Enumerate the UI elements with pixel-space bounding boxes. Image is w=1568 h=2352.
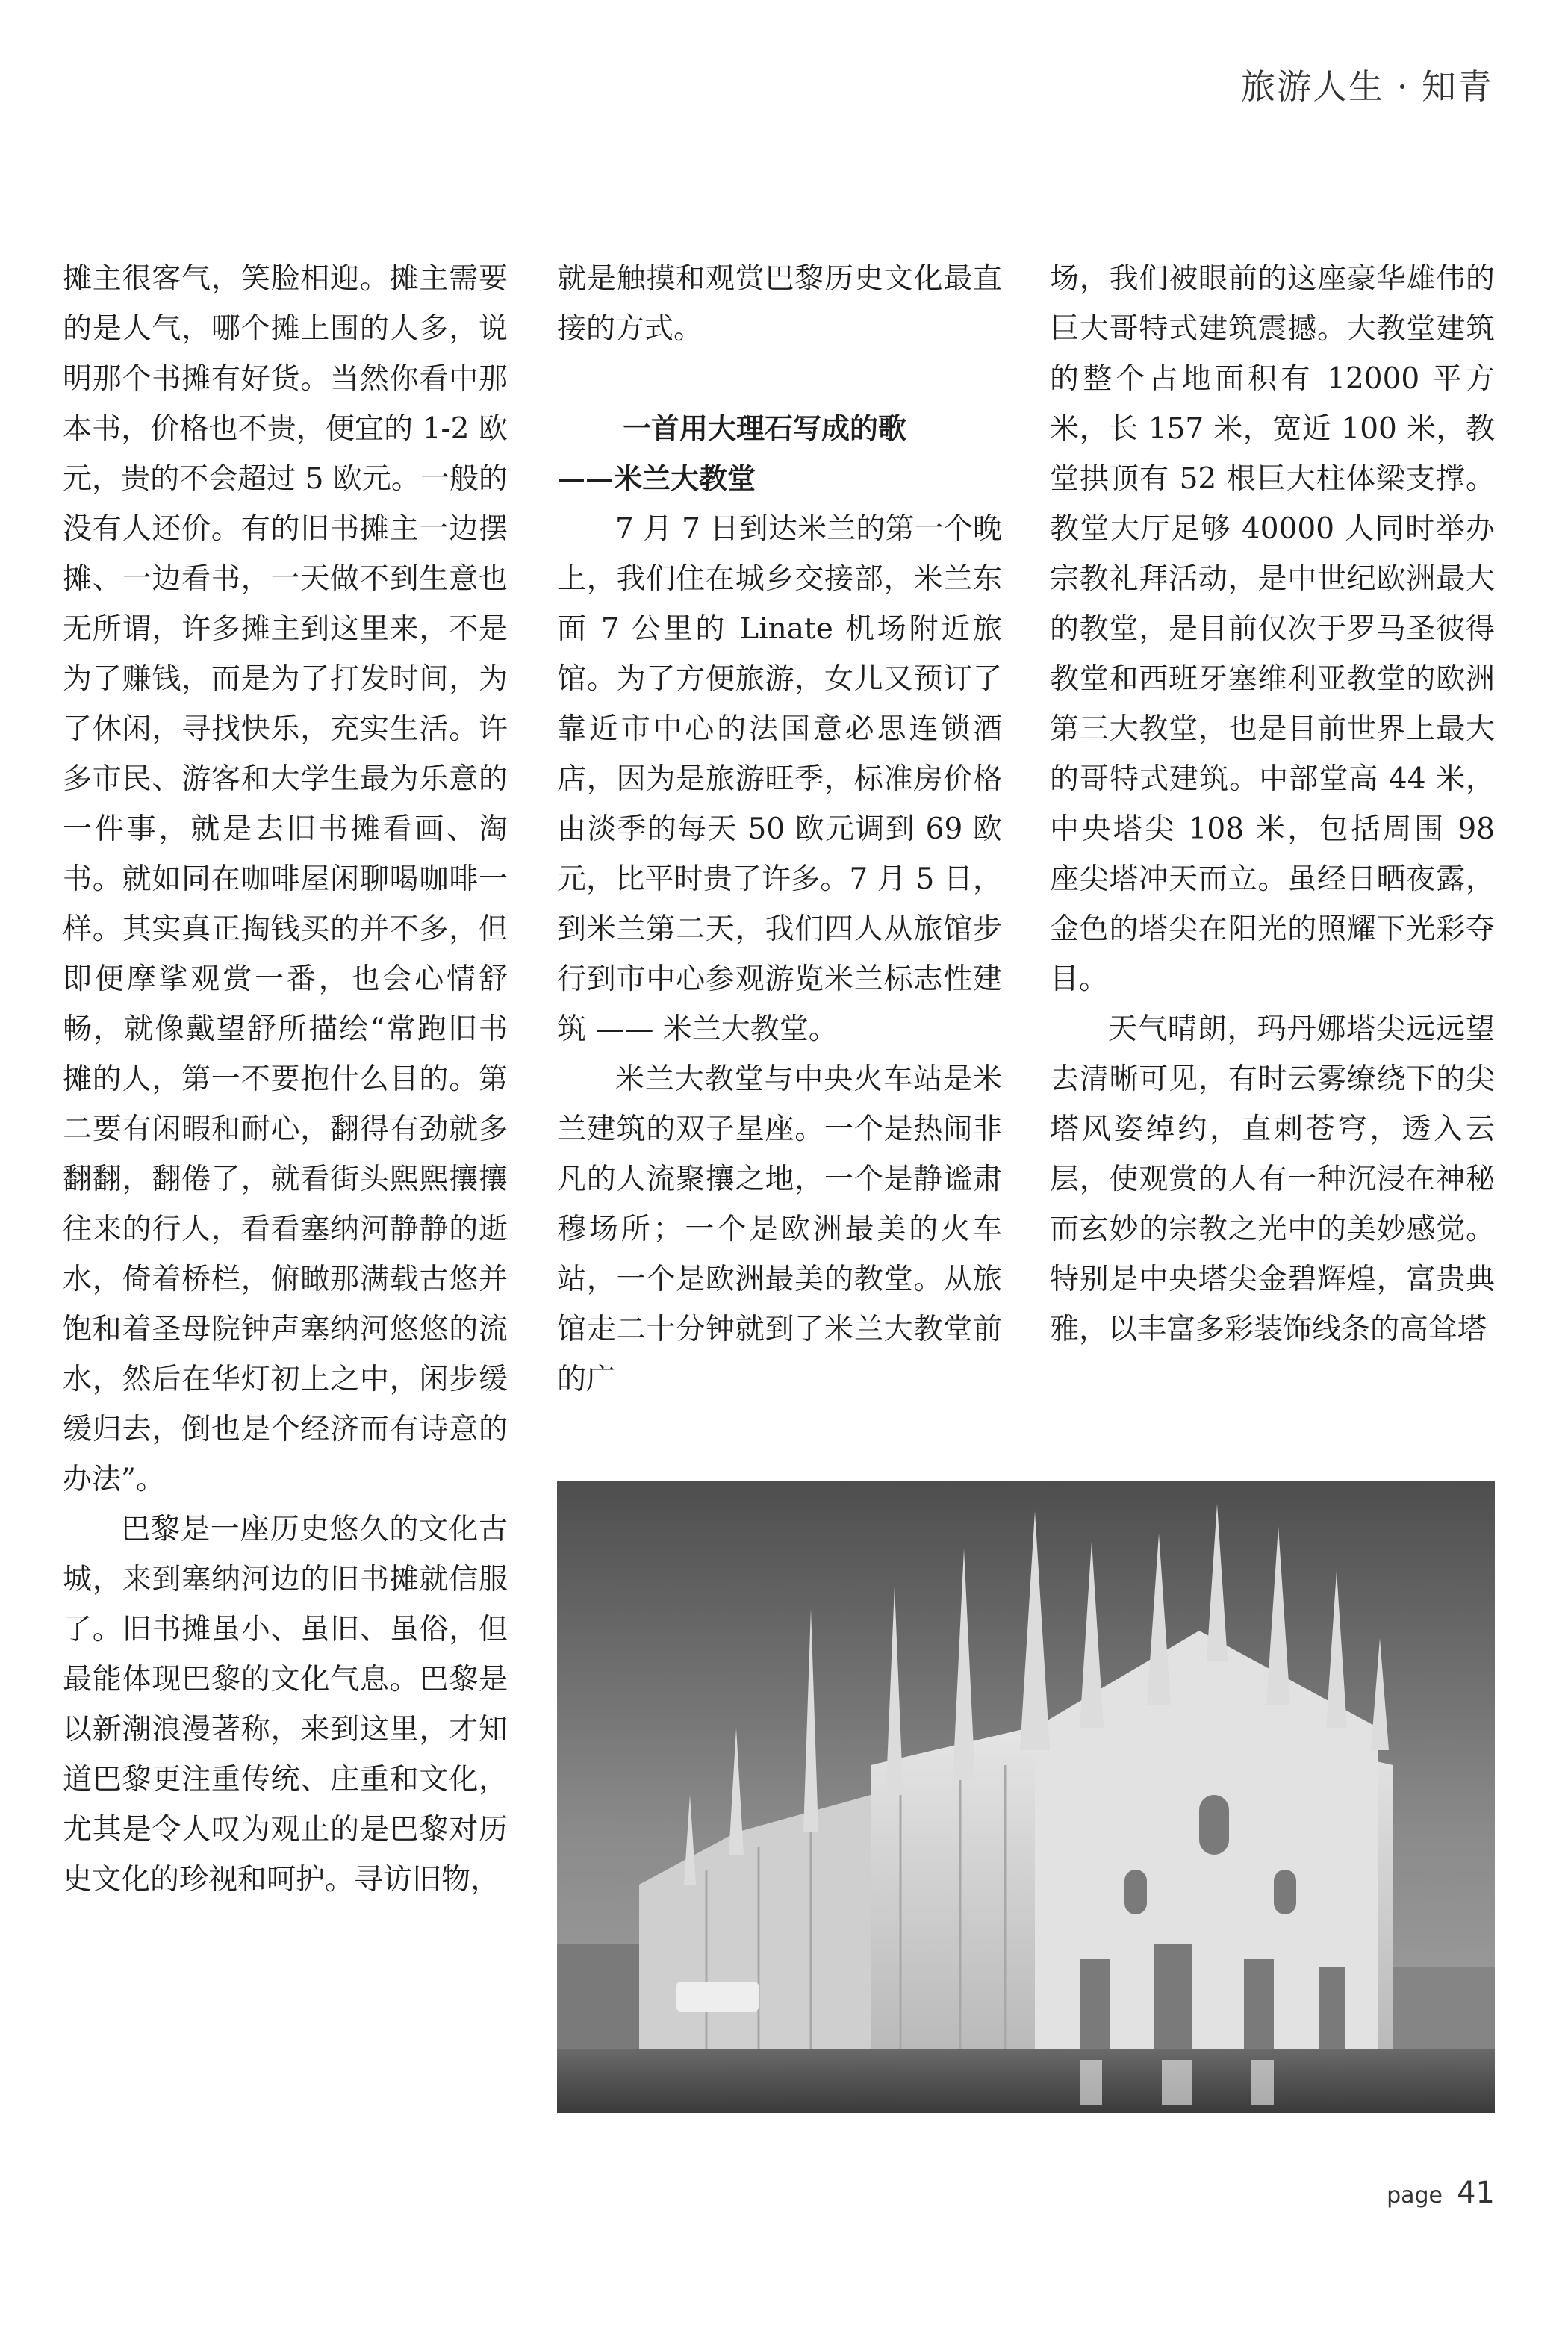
paragraph: 天气晴朗，玛丹娜塔尖远远望去清晰可见，有时云雾缭绕下的尖塔风姿绰约，直刺苍穹，透入云层，使观赏的人有一种沉浸在神秘而玄妙的宗教之光中的美妙感觉。特别是中央塔尖金碧辉煌，富贵典雅，以丰富多彩装饰线条的高耸塔 (1050, 1012, 1495, 1346)
milan-cathedral-photo (557, 1481, 1495, 2113)
subheading-title: 一首用大理石写成的歌 (623, 412, 907, 445)
paragraph: 场，我们被眼前的这座豪华雄伟的巨大哥特式建筑震撼。大教堂建筑的整个占地面积有 12000 平方米，长 157 米，宽近 100 米，教堂拱顶有 52 根巨大柱体梁支撑。教堂大厅足够 40000 人同时举办宗教礼拜活动，是中世纪欧洲最大的教堂，是目前仅次于罗马圣彼得教堂和西班牙塞维利亚教堂的欧洲第三大教堂，也是目前世界上最大的哥特式建筑。中部堂高 44 米，中央塔尖 108 米，包括周围 98 座尖塔冲天而立。虽经日晒夜露，金色的塔尖在阳光的照耀下光彩夺目。 (1050, 262, 1495, 996)
page-label: page (1387, 2183, 1443, 2209)
paragraph: 巴黎是一座历史悠久的文化古城，来到塞纳河边的旧书摊就信服了。旧书摊虽小、虽旧、虽俗，但最能体现巴黎的文化气息。巴黎是以新潮浪漫著称，来到这里，才知道巴黎更注重传统、庄重和文化，尤其是令人叹为观止的是巴黎对历史文化的珍视和呵护。寻访旧物， (63, 1513, 508, 1897)
paragraph-lead: 就是触摸和观赏巴黎历史文化最直接的方式。 (557, 262, 1002, 346)
paragraph: 摊主很客气，笑脸相迎。摊主需要的是人气，哪个摊上围的人多，说明那个书摊有好货。当然你看中那本书，价格也不贵，便宜的 1-2 欧元，贵的不会超过 5 欧元。一般的没有人还价。有的旧书摊主一边摆摊、一边看书，一天做不到生意也无所谓，许多摊主到这里来，不是为了赚钱，而是为了打发时间，为了休闲，寻找快乐，充实生活。许多市民、游客和大学生最为乐意的一件事，就是去旧书摊看画、淘书。就如同在咖啡屋闲聊喝咖啡一样。其实真正掏钱买的并不多，但即便摩挲观赏一番，也会心情舒畅，就像戴望舒所描绘“常跑旧书摊的人，第一不要抱什么目的。第二要有闲暇和耐心，翻得有劲就多翻翻，翻倦了，就看街头熙熙攘攘往来的行人，看看塞纳河静静的逝水，倚着桥栏，俯瞰那满载古悠并饱和着圣母院钟声塞纳河悠悠的流水，然后在华灯初上之中，闲步缓缓归去，倒也是个经济而有诗意的办法”。 (63, 262, 508, 1496)
subheading-subtitle: ——米兰大教堂 (557, 462, 756, 495)
section-header: 旅游人生 · 知青 (1241, 66, 1493, 107)
page-footer (1387, 2176, 1495, 2210)
column-3 (1050, 254, 1495, 1354)
column-2 (557, 254, 1002, 1404)
column-1 (63, 254, 508, 1905)
paragraph: 7 月 7 日到达米兰的第一个晚上，我们住在城乡交接部，米兰东面 7 公里的 Linate 机场附近旅馆。为了方便旅游，女儿又预订了靠近市中心的法国意必思连锁酒店，因为是旅游旺季，标准房价格由淡季的每天 50 欧元调到 69 欧元，比平时贵了许多。7 月 5 日，到米兰第二天，我们四人从旅馆步行到市中心参观游览米兰标志性建筑 —— 米兰大教堂。 (557, 512, 1002, 1046)
page-number: 41 (1457, 2176, 1495, 2210)
paragraph: 米兰大教堂与中央火车站是米兰建筑的双子星座。一个是热闹非凡的人流聚攘之地，一个是静谧肃穆场所；一个是欧洲最美的火车站，一个是欧洲最美的教堂。从旅馆走二十分钟就到了米兰大教堂前的广 (557, 1063, 1002, 1396)
